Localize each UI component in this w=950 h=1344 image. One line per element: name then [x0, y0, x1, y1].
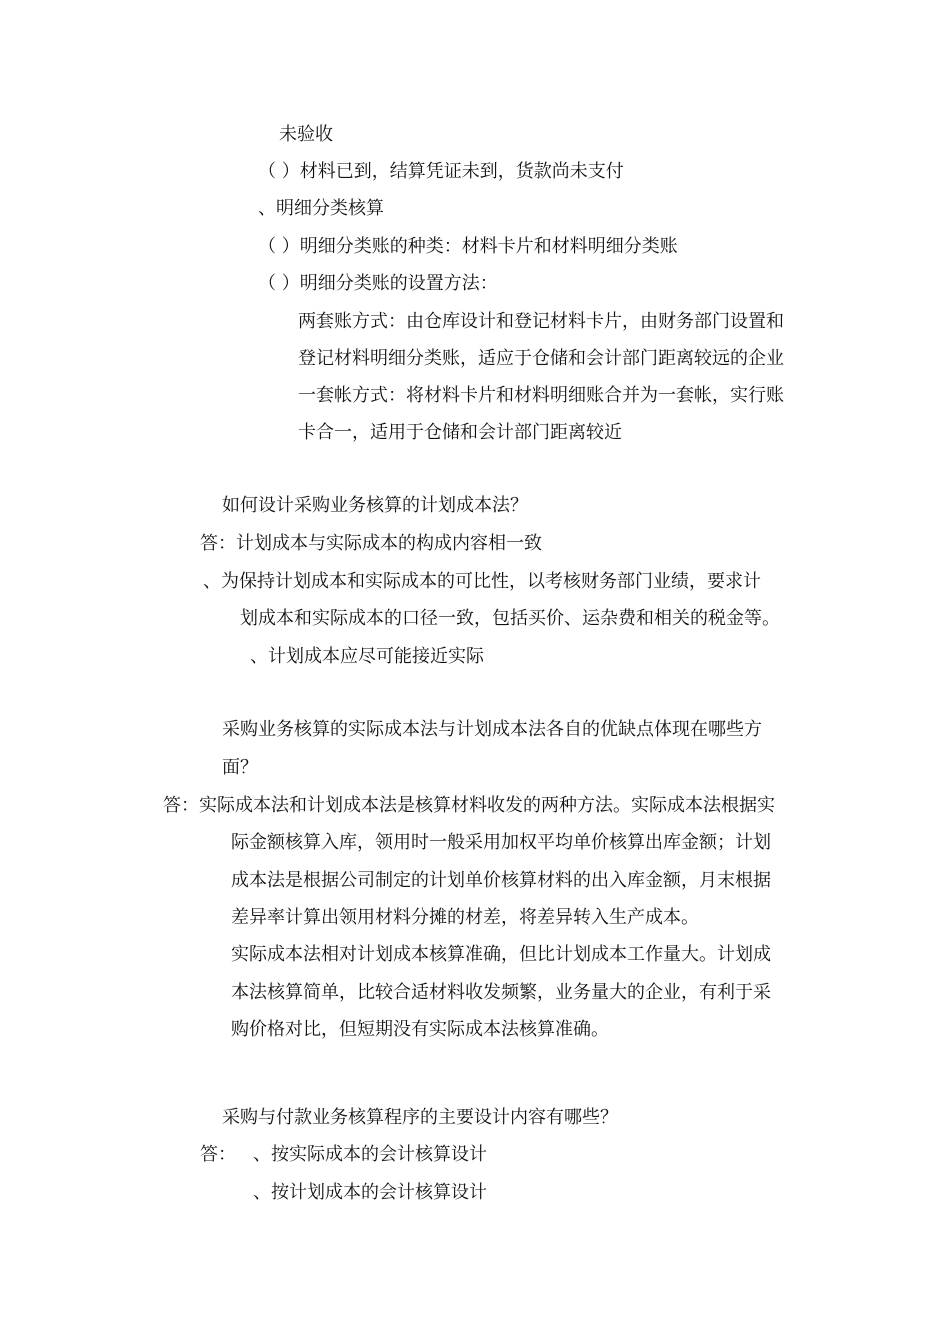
answer-line: 答：实际成本法和计划成本法是核算材料收发的两种方法。实际成本法根据实 — [163, 795, 775, 816]
question-heading: 采购业务核算的实际成本法与计划成本法各自的优缺点体现在哪些方 — [222, 719, 762, 740]
answer-label: 答： — [200, 1144, 236, 1165]
answer-line: 划成本和实际成本的口径一致，包括买价、运杂费和相关的税金等。 — [240, 608, 780, 629]
answer-line: 、按计划成本的会计核算设计 — [253, 1182, 487, 1203]
question-heading: 面？ — [222, 757, 258, 778]
answer-line: 、为保持计划成本和实际成本的可比性，以考核财务部门业绩，要求计 — [203, 571, 761, 592]
answer-line: 差异率计算出领用材料分摊的材差，将差异转入生产成本。 — [231, 907, 699, 928]
text-line: 、明细分类核算 — [258, 198, 384, 219]
answer-line: 际金额核算入库，领用时一般采用加权平均单价核算出库金额；计划 — [231, 832, 771, 853]
answer-line: 、按实际成本的会计核算设计 — [253, 1144, 487, 1165]
text-line: 一套帐方式：将材料卡片和材料明细账合并为一套帐，实行账 — [298, 385, 784, 406]
answer-line: 购价格对比，但短期没有实际成本法核算准确。 — [231, 1019, 609, 1040]
answer-line: 成本法是根据公司制定的计划单价核算材料的出入库金额，月末根据 — [231, 870, 771, 891]
text-line: 两套账方式：由仓库设计和登记材料卡片，由财务部门设置和 — [298, 311, 784, 332]
text-line: 未验收 — [279, 124, 333, 145]
answer-line: 、计划成本应尽可能接近实际 — [250, 646, 484, 667]
text-line: （ ）明细分类账的设置方法： — [258, 273, 498, 294]
question-heading: 采购与付款业务核算程序的主要设计内容有哪些？ — [222, 1107, 618, 1128]
text-line: 登记材料明细分类账，适应于仓储和会计部门距离较远的企业 — [298, 348, 784, 369]
answer-line: 本法核算简单，比较合适材料收发频繁，业务量大的企业，有利于采 — [231, 982, 771, 1003]
question-heading: 如何设计采购业务核算的计划成本法？ — [222, 495, 528, 516]
text-line: （ ）材料已到，结算凭证未到，货款尚未支付 — [258, 161, 624, 182]
answer-line: 实际成本法相对计划成本核算准确，但比计划成本工作量大。计划成 — [231, 944, 771, 965]
text-line: （ ）明细分类账的种类：材料卡片和材料明细分类账 — [258, 236, 678, 257]
text-line: 卡合一，适用于仓储和会计部门距离较近 — [298, 422, 622, 443]
answer-line: 答：计划成本与实际成本的构成内容相一致 — [200, 533, 542, 554]
